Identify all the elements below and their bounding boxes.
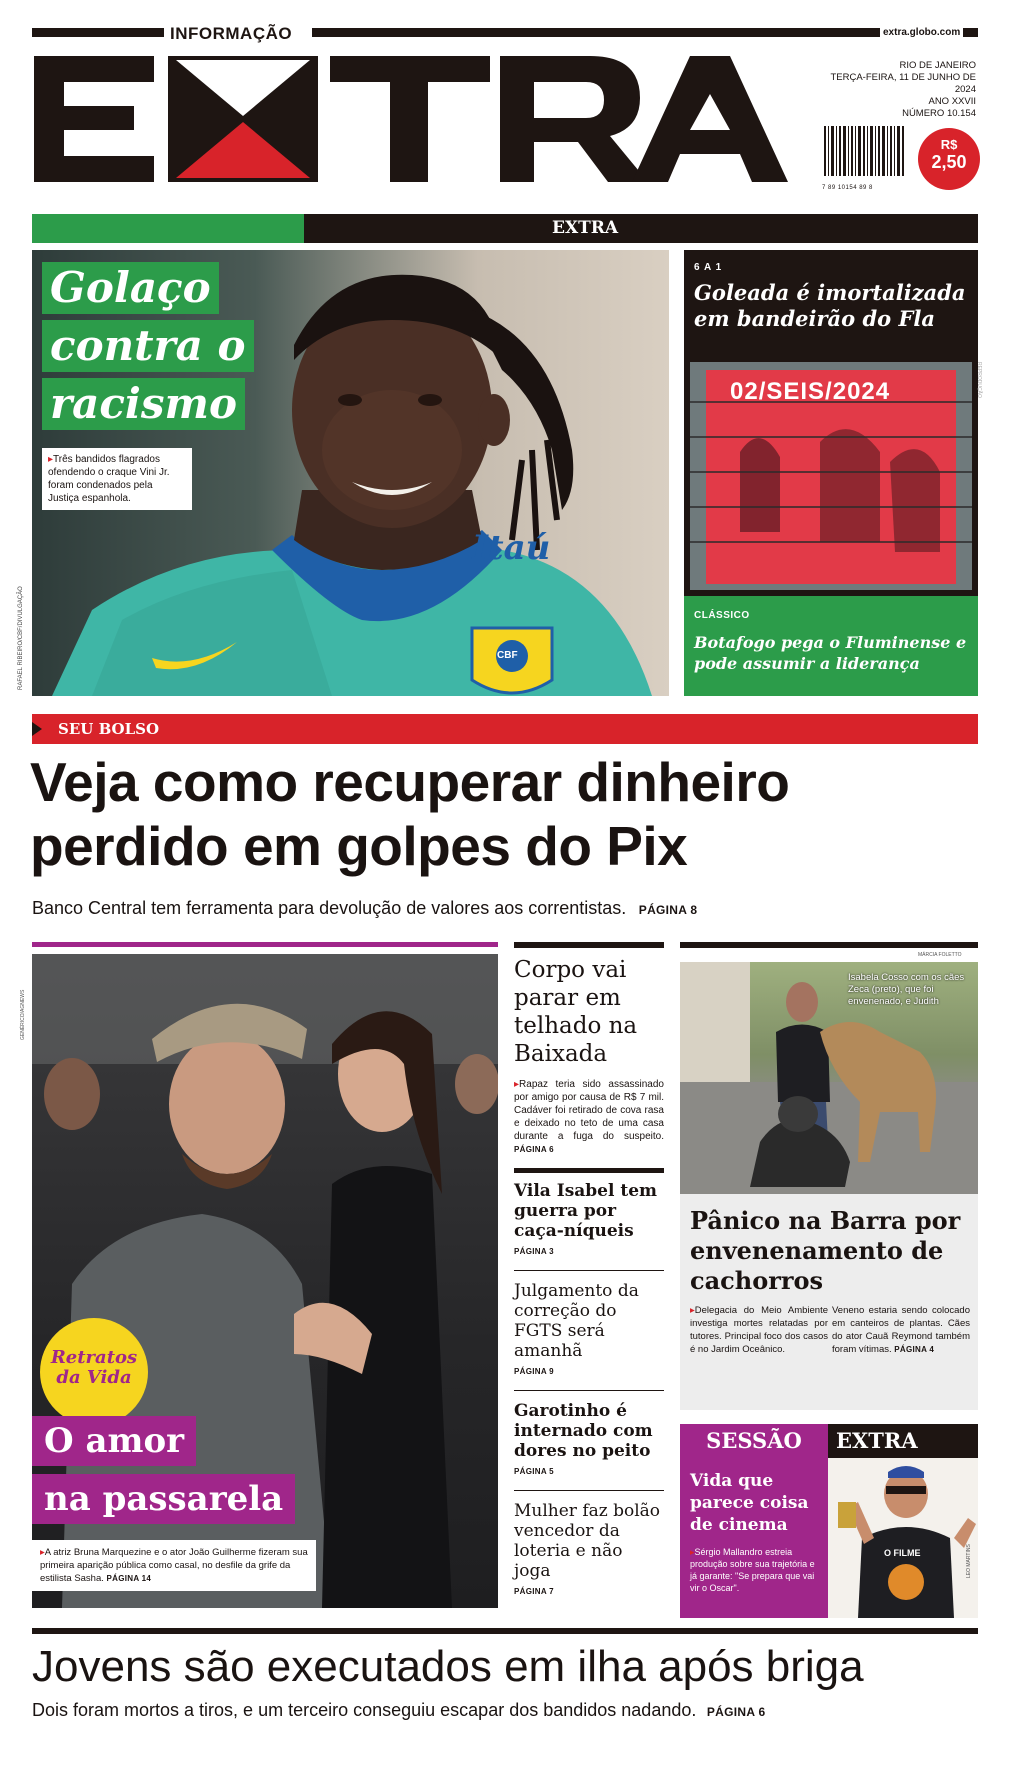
lead-summary: ▸ Três bandidos flagrados ofendendo o craque Vini Jr. foram condenados pela Justiça espanhola. [42,448,192,510]
sessao-text-box [680,1458,828,1618]
issue-date: TERÇA-FEIRA, 11 DE JUNHO DE 2024 [830,72,976,95]
mallandro-illustration [828,1458,978,1618]
flag-text: 02/SEIS/2024 [730,378,891,405]
issue-city: RIO DE JANEIRO [899,60,976,71]
pix-section-triangle [32,722,42,736]
lead-headline-line-2: contra o [42,320,254,372]
classico-kicker: CLÁSSICO [694,610,750,621]
sessao-shirt-text: O FILME [884,1548,921,1558]
news-item-garotinho-page-ref[interactable]: PÁGINA 5 [514,1467,554,1476]
dogs-col-2-text: Veneno estaria sendo colocado em canteiros de plantas. Cães do ator Cauã Reymond também foram vítimas. [832,1305,970,1355]
news-item-garotinho-headline: Garotinho é internado com dores no peito [514,1401,653,1461]
bruna-summary-box [32,1540,316,1591]
news-item-corpo-summary: ▸ Rapaz teria sido assassinado por amigo por causa de R$ 7 mil. Cadáver foi retirado de cova rasa e deixado no teto de uma casa durante a fuga do suspeito. [514,1079,664,1142]
news-item-vila-isabel-headline: Vila Isabel tem guerra por caça-níqueis [514,1181,658,1241]
news-item-fgts[interactable] [514,1281,664,1376]
section-band-label: EXTRA [552,218,619,238]
retratos-badge [40,1318,148,1426]
barcode [822,124,906,190]
extra-logo-graphic [30,50,790,190]
barcode-numbers: 7 89 10154 89 8 [822,185,873,191]
classico-headline[interactable]: Botafogo pega o Fluminense e pode assumir a liderança [694,633,967,673]
dogs-photo [680,962,978,1194]
sessao-label: SESSÃO [680,1424,828,1458]
middle-rule-2 [514,1270,664,1271]
fla-photo [690,362,972,590]
news-item-bolao-page-ref[interactable]: PÁGINA 7 [514,1587,554,1596]
sessao-summary: ▸ Sérgio Mallandro estreia produção sobre sua trajetória e já garante: "Se prepara que vai vir o Oscar". [690,1546,824,1594]
masthead-top-rule-right [312,28,978,37]
news-item-corpo-body [514,1078,664,1156]
pix-headline-line-1: Veja como recuperar dinheiro [30,751,790,813]
retratos-badge-line-2: da Vida [56,1367,132,1388]
sessao-label-2: EXTRA [836,1428,918,1453]
middle-rule-3 [514,1390,664,1391]
bruna-headline-line-1: O amor [32,1416,196,1466]
pix-summary: Banco Central tem ferramenta para devolução de valores aos correntistas. [32,898,627,918]
fla-box [684,250,982,596]
sessao-header [680,1424,978,1458]
jersey-sponsor-text: Itaú [472,528,551,568]
pix-headline[interactable] [30,750,980,878]
dogs-photo-credit: MÁRCIA FOLETTO [918,952,962,958]
price-currency: R$ [940,137,958,152]
section-band [32,214,978,243]
lead-photo-credit: RAFAEL RIBEIRO/CBF/DIVULGAÇÃO [18,586,24,690]
news-item-corpo-headline: Corpo vai parar em telhado na Baixada [514,957,638,1067]
pix-summary-line [32,898,978,919]
sessao-photo [828,1458,978,1618]
section-band-green [32,214,304,243]
lead-headline [42,262,254,430]
news-item-corpo[interactable] [514,956,664,1156]
dogs-col-1: ▸ Delegacia do Meio Ambiente investiga mortes relatadas por tutores. Principal foco dos casos é no Jardim Oceânico. [690,1304,828,1356]
pix-section-bar [32,714,978,744]
fla-headline[interactable]: Goleada é imortalizada em bandeirão do Fla [694,280,966,331]
bottom-summary-line [32,1700,978,1721]
bottom-page-ref[interactable]: PÁGINA 6 [706,1705,766,1719]
bottom-headline[interactable]: Jovens são executados em ilha após briga [32,1642,864,1691]
pix-section-label: SEU BOLSO [58,720,160,738]
news-item-corpo-page-ref[interactable]: PÁGINA 6 [514,1145,554,1154]
price-badge [918,128,980,190]
news-item-bolao-headline: Mulher faz bolão vencedor da loteria e não joga [514,1501,661,1581]
dogs-top-rule [680,942,978,948]
news-item-vila-isabel[interactable] [514,1181,664,1256]
lead-headline-line-1: Golaço [42,262,219,314]
sessao-headline[interactable]: Vida que parece coisa de cinema [690,1471,809,1535]
middle-rule-4 [514,1490,664,1491]
news-item-fgts-headline: Julgamento da correção do FGTS será amanhã [514,1281,639,1361]
bruna-headline-line-2: na passarela [32,1474,295,1524]
lead-headline-line-3: racismo [42,378,245,430]
news-item-fgts-page-ref[interactable]: PÁGINA 9 [514,1367,554,1376]
bruna-top-rule [32,942,498,947]
dogs-text-box [680,1194,978,1410]
dogs-page-ref[interactable]: PÁGINA 4 [894,1345,935,1354]
fla-kicker: 6 A 1 [694,262,723,273]
pix-page-ref[interactable]: PÁGINA 8 [638,903,698,917]
barcode-icon [822,124,906,180]
bruna-summary: ▸ A atriz Bruna Marquezine e o ator João Guilherme fizeram sua primeira aparição pública como casal, no desfile da grife da estilista Sasha. [40,1547,308,1584]
dogs-headline[interactable]: Pânico na Barra por envenenamento de cachorros [690,1206,961,1295]
crest-text: CBF [497,650,518,661]
bruna-photo-credit: GENÉRICO/AGNEWS [20,989,26,1040]
retratos-badge-line-1: Retratos [50,1347,138,1368]
sessao-photo-credit: LEO MARTINS [966,1544,972,1578]
bottom-summary: Dois foram mortos a tiros, e um terceiro conseguiu escapar dos bandidos nadando. [32,1700,697,1720]
price-value: 2,50 [931,152,967,172]
dogs-photo-caption: Isabela Cosso com os cães Zeca (preto), que foi envenenado, e Judith [848,972,965,1007]
classico-box [684,596,978,696]
middle-rule-1 [514,1168,664,1173]
bottom-top-rule [32,1628,978,1634]
extra-logo[interactable] [30,50,790,190]
news-item-garotinho[interactable] [514,1401,664,1476]
issue-number: NÚMERO 10.154 [902,108,976,119]
masthead-top-rule-left [32,28,164,37]
news-item-vila-isabel-page-ref[interactable]: PÁGINA 3 [514,1247,554,1256]
masthead-kicker: INFORMAÇÃO [170,24,293,43]
masthead-website[interactable]: extra.globo.com [880,27,963,38]
news-item-bolao[interactable] [514,1501,664,1596]
middle-top-rule [514,942,664,948]
bruna-headline[interactable] [32,1416,295,1524]
pix-headline-line-2: perdido em golpes do Pix [30,815,688,877]
issue-year: ANO XXVII [928,96,976,107]
bruna-page-ref[interactable]: PÁGINA 14 [106,1574,152,1583]
dogs-col-2 [832,1304,970,1356]
fla-photo-credit: REPRODUÇÃO [976,362,982,398]
middle-column [514,942,664,1596]
issue-info [816,60,976,120]
